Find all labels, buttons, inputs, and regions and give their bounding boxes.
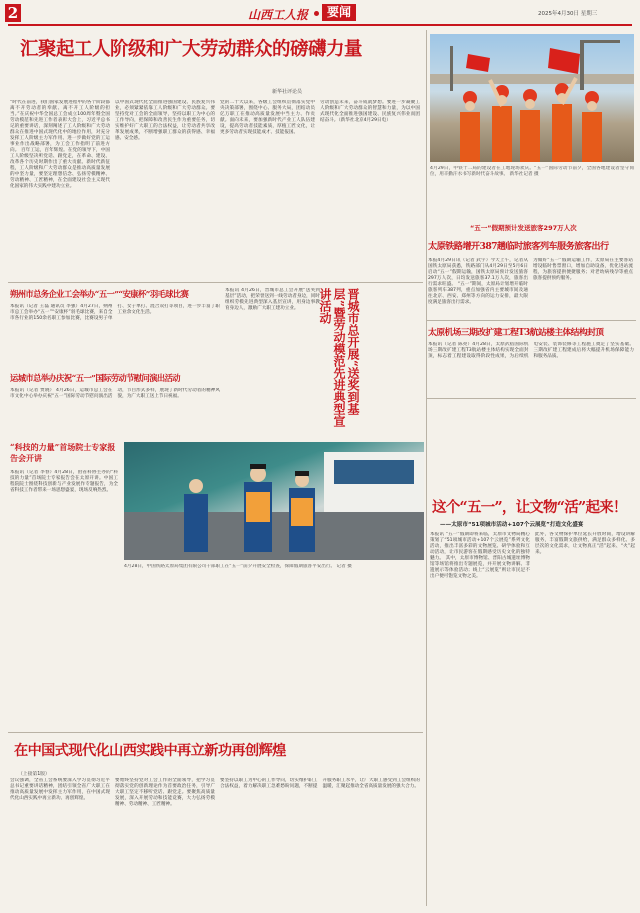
photo-workers-celebrating <box>430 34 634 162</box>
paper-name: 山西工人报 <box>248 8 309 22</box>
masthead-rule <box>8 24 632 26</box>
yuncheng-body: 本报讯（记者 贾晓） 4月26日，运城市总工会在市文化中心举办庆祝“五一”国际劳动节慰问演出活动，节目形式多样，展现了新时代劳动者的精神风貌，为广大职工送上节日祝福。 <box>10 388 220 399</box>
culture-headline: 这个“五一”，让文物“活”起来！ <box>432 499 627 516</box>
section-badge: 要闻 <box>322 4 356 21</box>
lead-headline: 汇聚起工人阶级和广大劳动群众的磅礴力量 <box>20 39 363 60</box>
bottom-body-col2: 要始终坚持党对工会工作的全面领导，把学习贯彻落实党的创新理论作为首要政治任务，引导广大职工坚定不移听党话、跟党走。要聚焦高质量发展，深入开展劳动和技能竞赛，大力弘扬劳模精神、劳动精神、工匠精神。 <box>115 778 215 807</box>
lead-body-col4: 劳动创造未来，奋斗成就梦想。要进一步凝聚工人阶级和广大劳动群众的智慧和力量，为以中国式现代化全面推进强国建设、民族复兴伟业而团结奋斗。（新华社北京4月29日电） <box>320 100 420 123</box>
bottom-byline: （上接第1版） <box>18 772 50 777</box>
taiyuan-kicker: “五一”假期预计发送旅客297万人次 <box>470 224 577 232</box>
column-rule-right <box>426 30 427 906</box>
science-body: 本报讯（记者 李春）4月28日，由省科协主办的“科技的力量”首场院士专家报告会在太原开讲。中国工程院院士围绕科技创新与产业发展作专题报告，为全省科技工作者带来一场思想盛宴，现场反响热烈。 <box>10 470 118 493</box>
lead-body-col1: “时代在前进，我们国家发展进程中的各个阶段都离不开劳动者的奉献、离不开工人阶级的担当。”在庆祝中华全国总工会成立100周年暨全国劳动模范和先进工作者表彰大会上，习近平总书记的重要讲话，深刻阐述了工人阶级和广大劳动群众在推进中国式现代化中的地位作用，对充分发挥工人阶级主力军作用、进一步做好党的工运事业作出战略部署，为工会工作指明了前进方向。 百年工运，百年辉煌。在党的领导下，中国工人阶级坚决听党话、跟党走，在革命、建设、改革各个历史时期作出了重大贡献。新时代新征程，工人阶级和广大劳动群众是推动高质量发展的中坚力量，要坚定理想信念、弘扬劳模精神、劳动精神、工匠精神，在全面建设社会主义现代化国家的伟大实践中建功立业。 <box>10 100 110 189</box>
yuncheng-headline: 运城市总举办庆祝“五一”国际劳动节慰问演出活动 <box>10 373 180 383</box>
shuozhou-body: 本报讯（记者 王磊 通讯员 李强）4月27日，朔州市总工会举办“五一”“安康杯”羽毛球比赛，来自全市各行业的150余名职工参加比赛，比赛设男子单打、女子单打、混合双打等项目，进一步丰富了职工业余文化生活。 <box>10 304 220 321</box>
photo-railway-staff <box>124 442 424 560</box>
culture-subhead: ——太原市“51项城市活动+107个云展览”打造文化盛宴 <box>440 522 584 528</box>
lead-body-col3: 党的二十大以来，各级工会组织贯彻落实党中央决策部署，围绕中心、服务大局，团结动员亿万职工在推动高质量发展中当主力、作贡献。面向未来，要加强新时代产业工人队伍建设，提高劳动者技能素质，厚植工匠文化，让更多劳动者实现技能成才、技能报国。 <box>220 100 315 135</box>
divider-taiyuan <box>426 320 636 321</box>
masthead-dot <box>314 11 319 16</box>
airport-body: 本报讯（记者 陈亮）4月28日，太原武宿国际机场三期改扩建工程T3航站楼主体结构实现全面封顶，标志着工程建设取得阶段性成果，为后续机电安装、装饰装修等工程施工奠定了坚实基础。三期改扩建工程建成后将大幅提升机场保障能力和服务品质。 <box>428 342 634 359</box>
page-number-badge: 2 <box>5 4 21 22</box>
yongrong-headline: 晋城市总开展“送奖到基层”暨劳动模范先进典型宣讲活动 <box>318 288 360 427</box>
yongrong-body: 本报讯 4月26日，晋城市总工会开展“送奖到基层”活动，把荣誉送到一线劳动者身边，同时组织劳模先进典型深入基层宣讲，用身边事教育身边人，激励广大职工建功立业。 <box>225 288 320 311</box>
lead-body-col2: 以中国式现代化全面推进强国建设、民族复兴伟业，必须紧紧依靠工人阶级和广大劳动群众。要坚持党对工会的全面领导，坚持以职工为中心的工作导向，把保障和改善民生作为重要任务，切实维护好广大职工的合法权益，让劳动者共享改革发展成果，不断增强职工群众的获得感、幸福感、安全感。 <box>115 100 215 141</box>
photo-mid-caption: 4月28日，中国铁路太原局集团有限公司干部职工在“五一”前夕开展安全检查，保障假期旅客平安出行。 记者 摄 <box>124 564 352 569</box>
bottom-headline: 在中国式现代化山西实践中再立新功再创辉煌 <box>14 743 286 759</box>
airport-headline: 太原机场三期改扩建工程T3航站楼主体结构封顶 <box>428 328 604 338</box>
taiyuan-headline: 太原铁路增开387趟临时旅客列车服务旅客出行 <box>428 241 609 252</box>
culture-body-col2: 此外，各文物保护单位延长开放时间，增设讲解服务，丰富假期文旅供给，满足群众多样化、多层次的文化需求，让文物真正“活”起来、“火”起来。 <box>535 532 635 555</box>
divider-bottom <box>8 732 423 733</box>
science-headline: “科技的力量”首场院士专家报告会开讲 <box>10 442 116 463</box>
issue-date: 2025年4月30日 星期三 <box>538 11 598 17</box>
culture-body-col1: 本报讯 “五一”假期即将来临，太原市文物局精心策划了“51项城市活动+107个云展览”系列文化活动，推出丰富多彩的文物展览、研学体验和互动活动，让市民游客在假期感受历史文化的独特魅力。 其中，太原市博物馆、晋阳古城遗址博物馆等场馆将推出专题展览，并开展文物讲解、非遗展示等体验活动；线上“云展览”则让市民足不出户便可饱览文物之美。 <box>430 532 530 579</box>
divider-lead <box>8 282 423 283</box>
bottom-body-col3: 要坚持以职工为中心的工作导向，切实维护职工合法权益，着力解决职工急难愁盼问题，不断提升服务职工水平，让广大职工感受到工会组织的温暖，汇聚起推动全省高质量发展的强大合力。 <box>220 778 420 789</box>
divider-airport <box>426 398 636 399</box>
shuozhou-headline: 朔州市总务企业工会举办“五一”“安康杯”羽毛球比赛 <box>10 289 189 299</box>
bottom-body-col1: 会议强调，全省工会系统要深入学习贯彻习近平总书记重要讲话精神，团结引领全省广大职工在推动高质量发展中发挥主力军作用，在中国式现代化山西实践中再立新功、再创辉煌。 <box>10 778 110 801</box>
lead-byline: 新华社评论员 <box>272 89 303 95</box>
taiyuan-body-col1: 本报4月29日讯（记者 武宇）今天上午，记者从国铁太原局获悉，铁路部门从4月29日至5月6日启动“五一”假期运输，国铁太原局预计发送旅客297万人次，日均发送旅客37.1万人次，旅客出行需求旺盛。 “五一”期间，太原局计划增开临时旅客列车387列，重点加强省内主要城市间及通往北京、西安、郑州等方向的运力安排，最大限度满足旅客出行需求。 <box>428 258 528 305</box>
taiyuan-body-col2: 为做好“五一”假期运输工作，太原局在主要客站增设临时售票窗口，增加自助设备，优化进站流程，为旅客提供便捷服务；对老幼病残孕等重点旅客提供预约服务。 <box>533 258 633 281</box>
photo-top-caption: 4月29日，中铁十二局的建设者在工地现场欢庆。“五一”国际劳动节前夕，全国各地建设者坚守岗位，用辛勤汗水书写新时代奋斗故事。 新华社记者 摄 <box>430 166 634 177</box>
